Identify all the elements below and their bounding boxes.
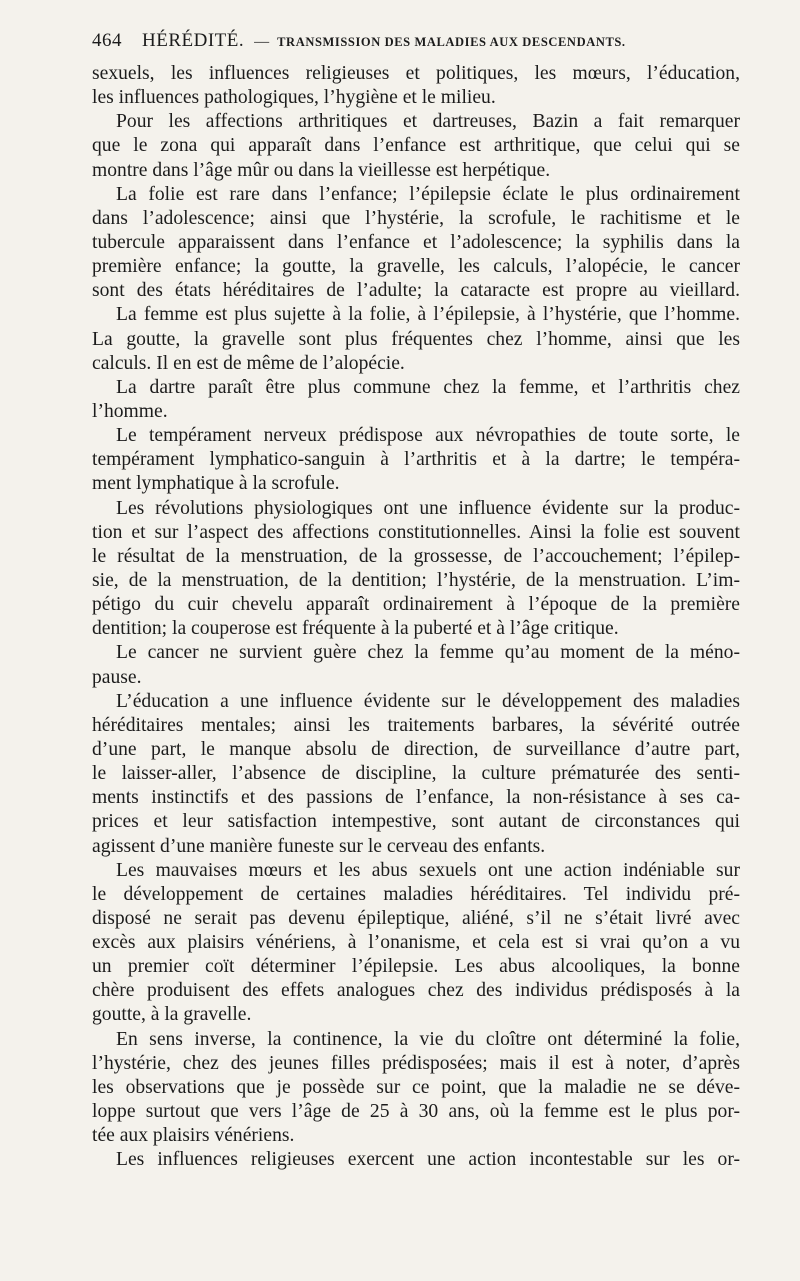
text-line: Les révolutions physiologiques ont une influence évidente sur la produc- (116, 497, 740, 519)
text-line: La femme est plus sujette à la folie, à l’épilepsie, à l’hystérie, que l’homme. (116, 304, 740, 326)
header-dash: — (254, 34, 270, 50)
text-line: Les mauvaises mœurs et les abus sexuels ont une action indéniable sur (116, 859, 740, 881)
text-line: ment lymphatique à la scrofule. (92, 473, 340, 495)
text-line: l’homme. (92, 400, 168, 422)
text-line: Le cancer ne survient guère chez la femme qu’au moment de la méno- (116, 642, 740, 664)
text-line: sie, de la menstruation, de la dentition; l’hystérie, de la menstruation. L’im- (92, 569, 740, 591)
text-line: l’hystérie, chez des jeunes filles prédisposées; mais il est à noter, d’après (92, 1052, 740, 1074)
chapter-title: TRANSMISSION DES MALADIES AUX DESCENDANTS. (277, 35, 626, 49)
text-line: Le tempérament nerveux prédispose aux névropathies de toute sorte, le (116, 425, 740, 447)
text-line: sexuels, les influences religieuses et politiques, les mœurs, l’éducation, (92, 63, 740, 84)
text-line: chère produisent des effets analogues chez des individus prédisposés à la (92, 980, 740, 1002)
text-line: les influences pathologiques, l’hygiène et le milieu. (92, 87, 496, 109)
text-line: En sens inverse, la continence, la vie du cloître ont déterminé la folie, (116, 1028, 740, 1050)
text-line: dans l’adolescence; ainsi que l’hystérie, la scrofule, le rachitisme et le (92, 207, 740, 229)
text-line: agissent d’une manière funeste sur le cerveau des enfants. (92, 835, 546, 857)
text-line: excès aux plaisirs vénériens, à l’onanisme, et cela est si vrai qu’on a vu (92, 932, 740, 954)
text-line: Les influences religieuses exercent une action incontestable sur les or- (116, 1149, 740, 1171)
body-text (92, 62, 740, 1172)
text-line: pause. (92, 666, 142, 688)
text-line: le laisser-aller, l’absence de discipline, la culture prématurée des senti- (92, 763, 740, 785)
text-line: montre dans l’âge mûr ou dans la vieillesse est herpétique. (92, 159, 551, 181)
text-line: pétigo du cuir chevelu apparaît ordinairement à l’époque de la première (92, 594, 740, 616)
page-number: 464 (92, 30, 122, 51)
text-line: tion et sur l’aspect des affections constitutionnelles. Ainsi la folie est souvent (92, 521, 740, 543)
text-line: d’une part, le manque absolu de direction, de surveillance d’autre part, (92, 738, 740, 760)
text-line: le développement de certaines maladies héréditaires. Tel individu pré- (92, 883, 740, 905)
text-line: La goutte, la gravelle sont plus fréquentes chez l’homme, ainsi que les (92, 328, 740, 350)
text-line: un premier coït déterminer l’épilepsie. Les abus alcooliques, la bonne (92, 956, 740, 978)
text-line: le résultat de la menstruation, de la grossesse, de l’accouchement; l’épilep- (92, 545, 740, 567)
text-line: ments instinctifs et des passions de l’enfance, la non-résistance à ses ca- (92, 787, 740, 809)
running-head (92, 30, 742, 58)
text-line: L’éducation a une influence évidente sur le développement des maladies (116, 690, 740, 712)
text-line: que le zona qui apparaît dans l’enfance est arthritique, que celui qui se (92, 135, 740, 157)
text-line: tempérament lymphatico-sanguin à l’arthritis et à la dartre; le tempéra- (92, 449, 740, 471)
text-line: première enfance; la goutte, la gravelle, les calculs, l’alopécie, le cancer (92, 256, 740, 278)
text-line: héréditaires mentales; ainsi les traitements barbares, la sévérité outrée (92, 714, 740, 736)
text-line: les observations que je possède sur ce point, que la maladie ne se déve- (92, 1076, 740, 1098)
text-line: tée aux plaisirs vénériens. (92, 1125, 295, 1147)
text-line: Pour les affections arthritiques et dartreuses, Bazin a fait remarquer (116, 111, 740, 133)
text-line: sont des états héréditaires de l’adulte; la cataracte est propre au vieillard. (92, 280, 740, 302)
text-line: calculs. Il en est de même de l’alopécie. (92, 352, 405, 374)
text-line: tubercule apparaissent dans l’enfance et l’adolescence; la syphilis dans la (92, 231, 740, 253)
text-line: La folie est rare dans l’enfance; l’épilepsie éclate le plus ordinairement (116, 183, 740, 205)
text-line: prices et leur satisfaction intempestive, sont autant de circonstances qui (92, 811, 740, 833)
book-title: HÉRÉDITÉ. (142, 30, 245, 51)
text-line: disposé ne serait pas devenu épileptique, aliéné, s’il ne s’était livré avec (92, 907, 740, 929)
text-line: dentition; la couperose est fréquente à la puberté et à l’âge critique. (92, 618, 619, 640)
text-line: loppe surtout que vers l’âge de 25 à 30 ans, où la femme est le plus por- (92, 1101, 740, 1123)
text-line: goutte, à la gravelle. (92, 1004, 252, 1026)
text-line: La dartre paraît être plus commune chez la femme, et l’arthritis chez (116, 376, 740, 398)
